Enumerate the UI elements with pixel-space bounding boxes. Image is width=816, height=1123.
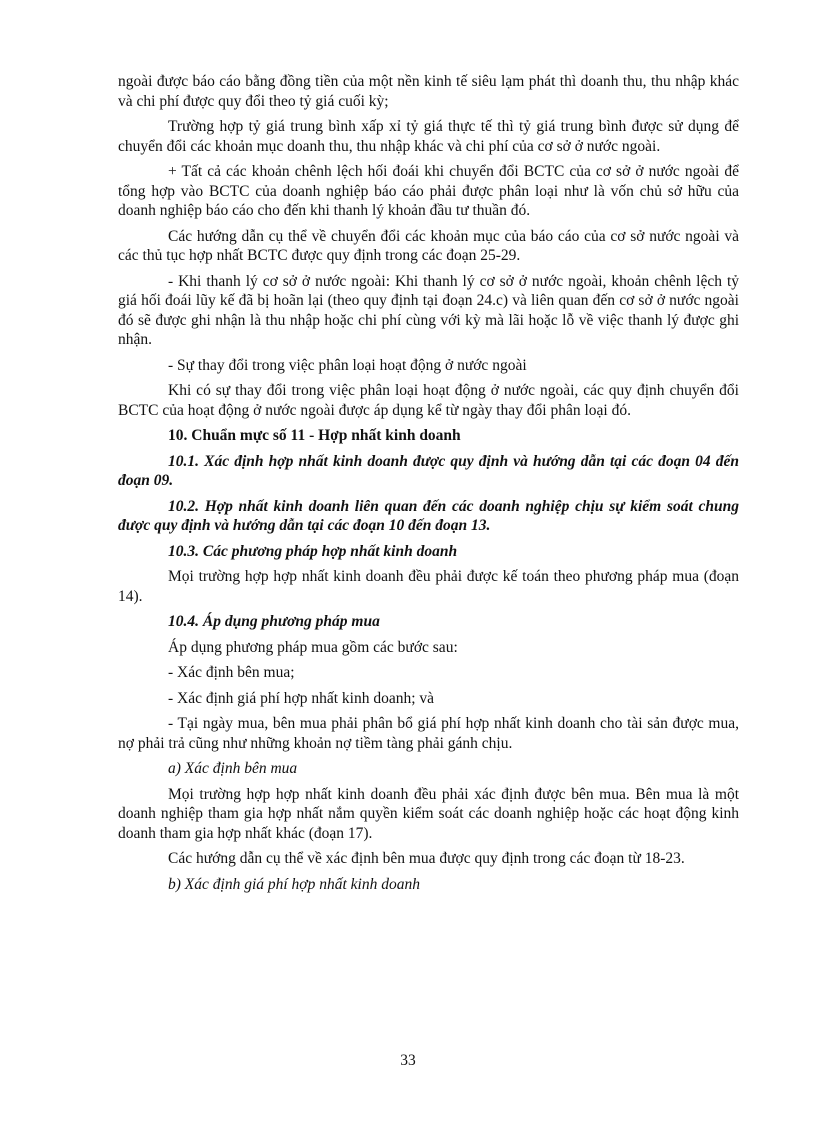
paragraph: - Sự thay đổi trong việc phân loại hoạt động ở nước ngoài: [168, 356, 527, 374]
paragraph: Mọi trường hợp hợp nhất kinh doanh đều phải xác định được bên mua. Bên mua là một doanh nghiệp tham gia hợp nhất nắm quyền kiểm soát các doanh nghiệp hoặc các hoạt động kinh doanh tham gia hợp nhất khác (đoạn 17).: [118, 785, 739, 842]
list-item: - Xác định bên mua;: [168, 664, 295, 681]
paragraph: + Tất cả các khoản chênh lệch hối đoái khi chuyển đổi BCTC của cơ sở ở nước ngoài để tổng hợp vào BCTC của doanh nghiệp báo cáo phải được phân loại như là vốn chủ sở hữu của doanh nghiệp báo cáo cho đến khi thanh lý khoản đầu tư thuần đó.: [118, 163, 739, 219]
italic-subheading: b) Xác định giá phí hợp nhất kinh doanh: [168, 875, 420, 893]
page-number: 33: [400, 1052, 416, 1069]
document-body: [118, 72, 739, 900]
paragraph: Các hướng dẫn cụ thể về xác định bên mua được quy định trong các đoạn từ 18-23.: [168, 850, 685, 867]
paragraph: ngoài được báo cáo bằng đồng tiền của một nền kinh tế siêu lạm phát thì doanh thu, thu nhập khác và chi phí được quy đổi theo tỷ giá cuối kỳ;: [118, 73, 739, 110]
subsection-heading: 10.4. Áp dụng phương pháp mua: [168, 613, 380, 630]
section-heading: 10. Chuẩn mực số 11 - Hợp nhất kinh doanh: [168, 427, 461, 444]
paragraph: Trường hợp tỷ giá trung bình xấp xỉ tỷ giá thực tế thì tỷ giá trung bình được sử dụng để chuyển đổi các khoản mục doanh thu, thu nhập khác và chi phí của cơ sở ở nước ngoài.: [118, 118, 739, 155]
paragraph: Các hướng dẫn cụ thể về chuyển đổi các khoản mục của báo cáo của cơ sở nước ngoài và các thủ tục hợp nhất BCTC được quy định trong các đoạn 25-29.: [118, 227, 739, 264]
italic-subheading: a) Xác định bên mua: [168, 760, 298, 777]
list-item: - Xác định giá phí hợp nhất kinh doanh; và: [168, 689, 435, 707]
paragraph: Mọi trường hợp hợp nhất kinh doanh đều phải được kế toán theo phương pháp mua (đoạn 14).: [118, 568, 739, 605]
subsection-heading: 10.2. Hợp nhất kinh doanh liên quan đến các doanh nghiệp chịu sự kiểm soát chung được quy định và hướng dẫn tại các đoạn 10 đến đoạn 13.: [118, 497, 739, 534]
paragraph: Khi có sự thay đổi trong việc phân loại hoạt động ở nước ngoài, các quy định chuyển đổi BCTC của hoạt động ở nước ngoài được áp dụng kể từ ngày thay đổi phân loại đó.: [118, 382, 739, 419]
paragraph: Áp dụng phương pháp mua gồm các bước sau:: [168, 638, 458, 656]
subsection-heading: 10.1. Xác định hợp nhất kinh doanh được quy định và hướng dẫn tại các đoạn 04 đến đoạn 09.: [118, 452, 739, 489]
list-item: - Tại ngày mua, bên mua phải phân bổ giá phí hợp nhất kinh doanh cho tài sản được mua, nợ phải trả cũng như những khoản nợ tiềm tàng phải gánh chịu.: [118, 715, 739, 752]
subsection-heading: 10.3. Các phương pháp hợp nhất kinh doanh: [168, 542, 458, 560]
paragraph: - Khi thanh lý cơ sở ở nước ngoài: Khi thanh lý cơ sở ở nước ngoài, khoản chênh lệch tỷ giá hối đoái lũy kế đã bị hoãn lại (theo quy định tại đoạn 24.c) và liên quan đến cơ sở ở nước ngoài đó sẽ được ghi nhận là thu nhập hoặc chi phí cùng với kỳ mà lãi hoặc lỗ về việc thanh lý được ghi nhận.: [118, 272, 739, 348]
